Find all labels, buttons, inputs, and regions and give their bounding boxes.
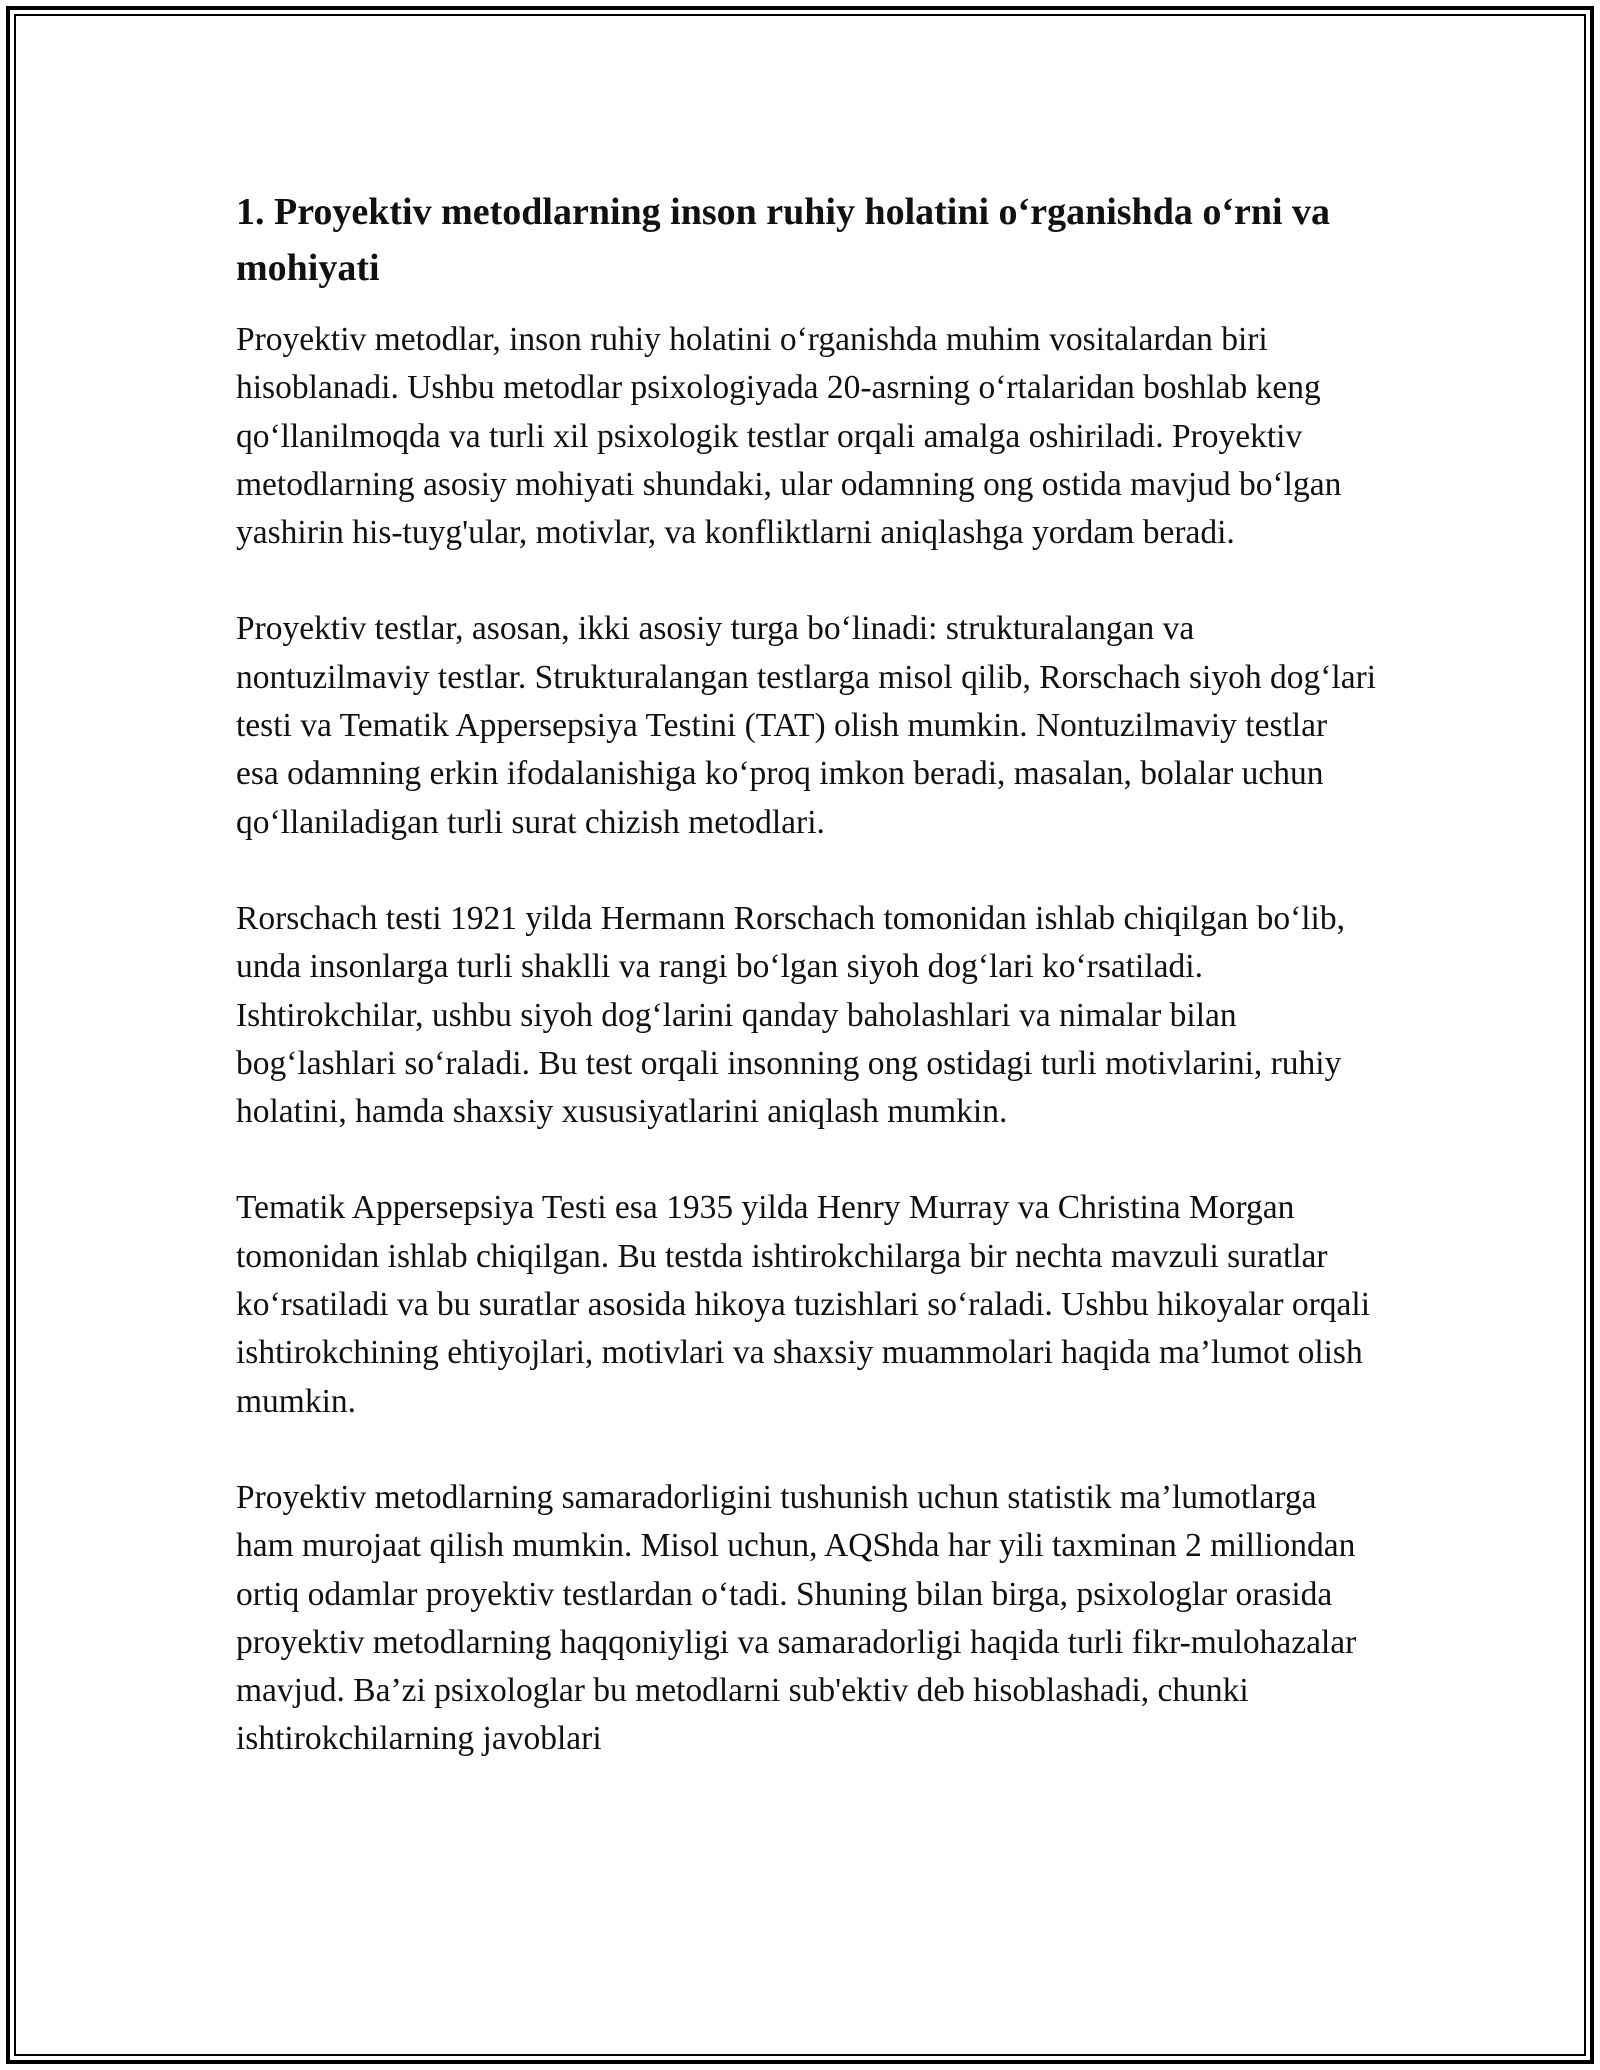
paragraph-3: Rorschach testi 1921 yilda Hermann Rorschach tomonidan ishlab chiqilgan boʻlib, unda insonlarga turli shaklli va rangi boʻlgan siyoh dogʻlari koʻrsatiladi. Ishtirokchilar, ushbu siyoh dogʻlarini qanday baholashlari va nimalar bilan bogʻlashlari soʻraladi. Bu test orqali insonning ong ostidagi turli motivlarini, ruhiy holatini, hamda shaxsiy xususiyatlarini aniqlash mumkin. <box>236 899 1345 1131</box>
paragraph-5: Proyektiv metodlarning samaradorligini tushunish uchun statistik ma’lumotlarga ham murojaat qilish mumkin. Misol uchun, AQShda har yili taxminan 2 milliondan ortiq odamlar proyektiv testlardan oʻtadi. Shuning bilan birga, psixologlar orasida proyektiv metodlarning haqqoniyligi va samaradorligi haqida turli fikr-mulohazalar mavjud. Ba’zi psixologlar bu metodlarni sub'ektiv deb hisoblashadi, chunki ishtirokchilarning javoblari <box>236 1478 1357 1758</box>
paragraph-2: Proyektiv testlar, asosan, ikki asosiy turga boʻlinadi: strukturalangan va nontuzilmaviy testlar. Strukturalangan testlarga misol qilib, Rorschach siyoh dogʻlari testi va Tematik Appersepsiya Testini (TAT) olish mumkin. Nontuzilmaviy testlar esa odamning erkin ifodalanishiga koʻproq imkon beradi, masalan, bolalar uchun qoʻllaniladigan turli surat chizish metodlari. <box>236 610 1377 841</box>
paragraph-4: Tematik Appersepsiya Testi esa 1935 yilda Henry Murray va Christina Morgan tomonidan ishlab chiqilgan. Bu testda ishtirokchilarga bir nechta mavzuli suratlar koʻrsatiladi va bu suratlar asosida hikoya tuzishlari soʻraladi. Ushbu hikoyalar orqali ishtirokchining ehtiyojlari, motivlari va shaxsiy muammolari haqida ma’lumot olish mumkin. <box>236 1189 1371 1420</box>
paragraph-1: Proyektiv metodlar, inson ruhiy holatini oʻrganishda muhim vositalardan biri hisoblanadi. Ushbu metodlar psixologiyada 20-asrning oʻrtalaridan boshlab keng qoʻllanilmoqda va turli xil psixologik testlar orqali amalga oshiriladi. Proyektiv metodlarning asosiy mohiyati shundaki, ular odamning ong ostida mavjud boʻlgan yashirin his-tuyg'ular, motivlar, va konfliktlarni aniqlashga yordam beradi. <box>236 321 1342 552</box>
document-body <box>236 184 1378 1812</box>
section-title: 1. Proyektiv metodlarning inson ruhiy holatini oʻrganishda oʻrni va mohiyati <box>236 191 1331 289</box>
